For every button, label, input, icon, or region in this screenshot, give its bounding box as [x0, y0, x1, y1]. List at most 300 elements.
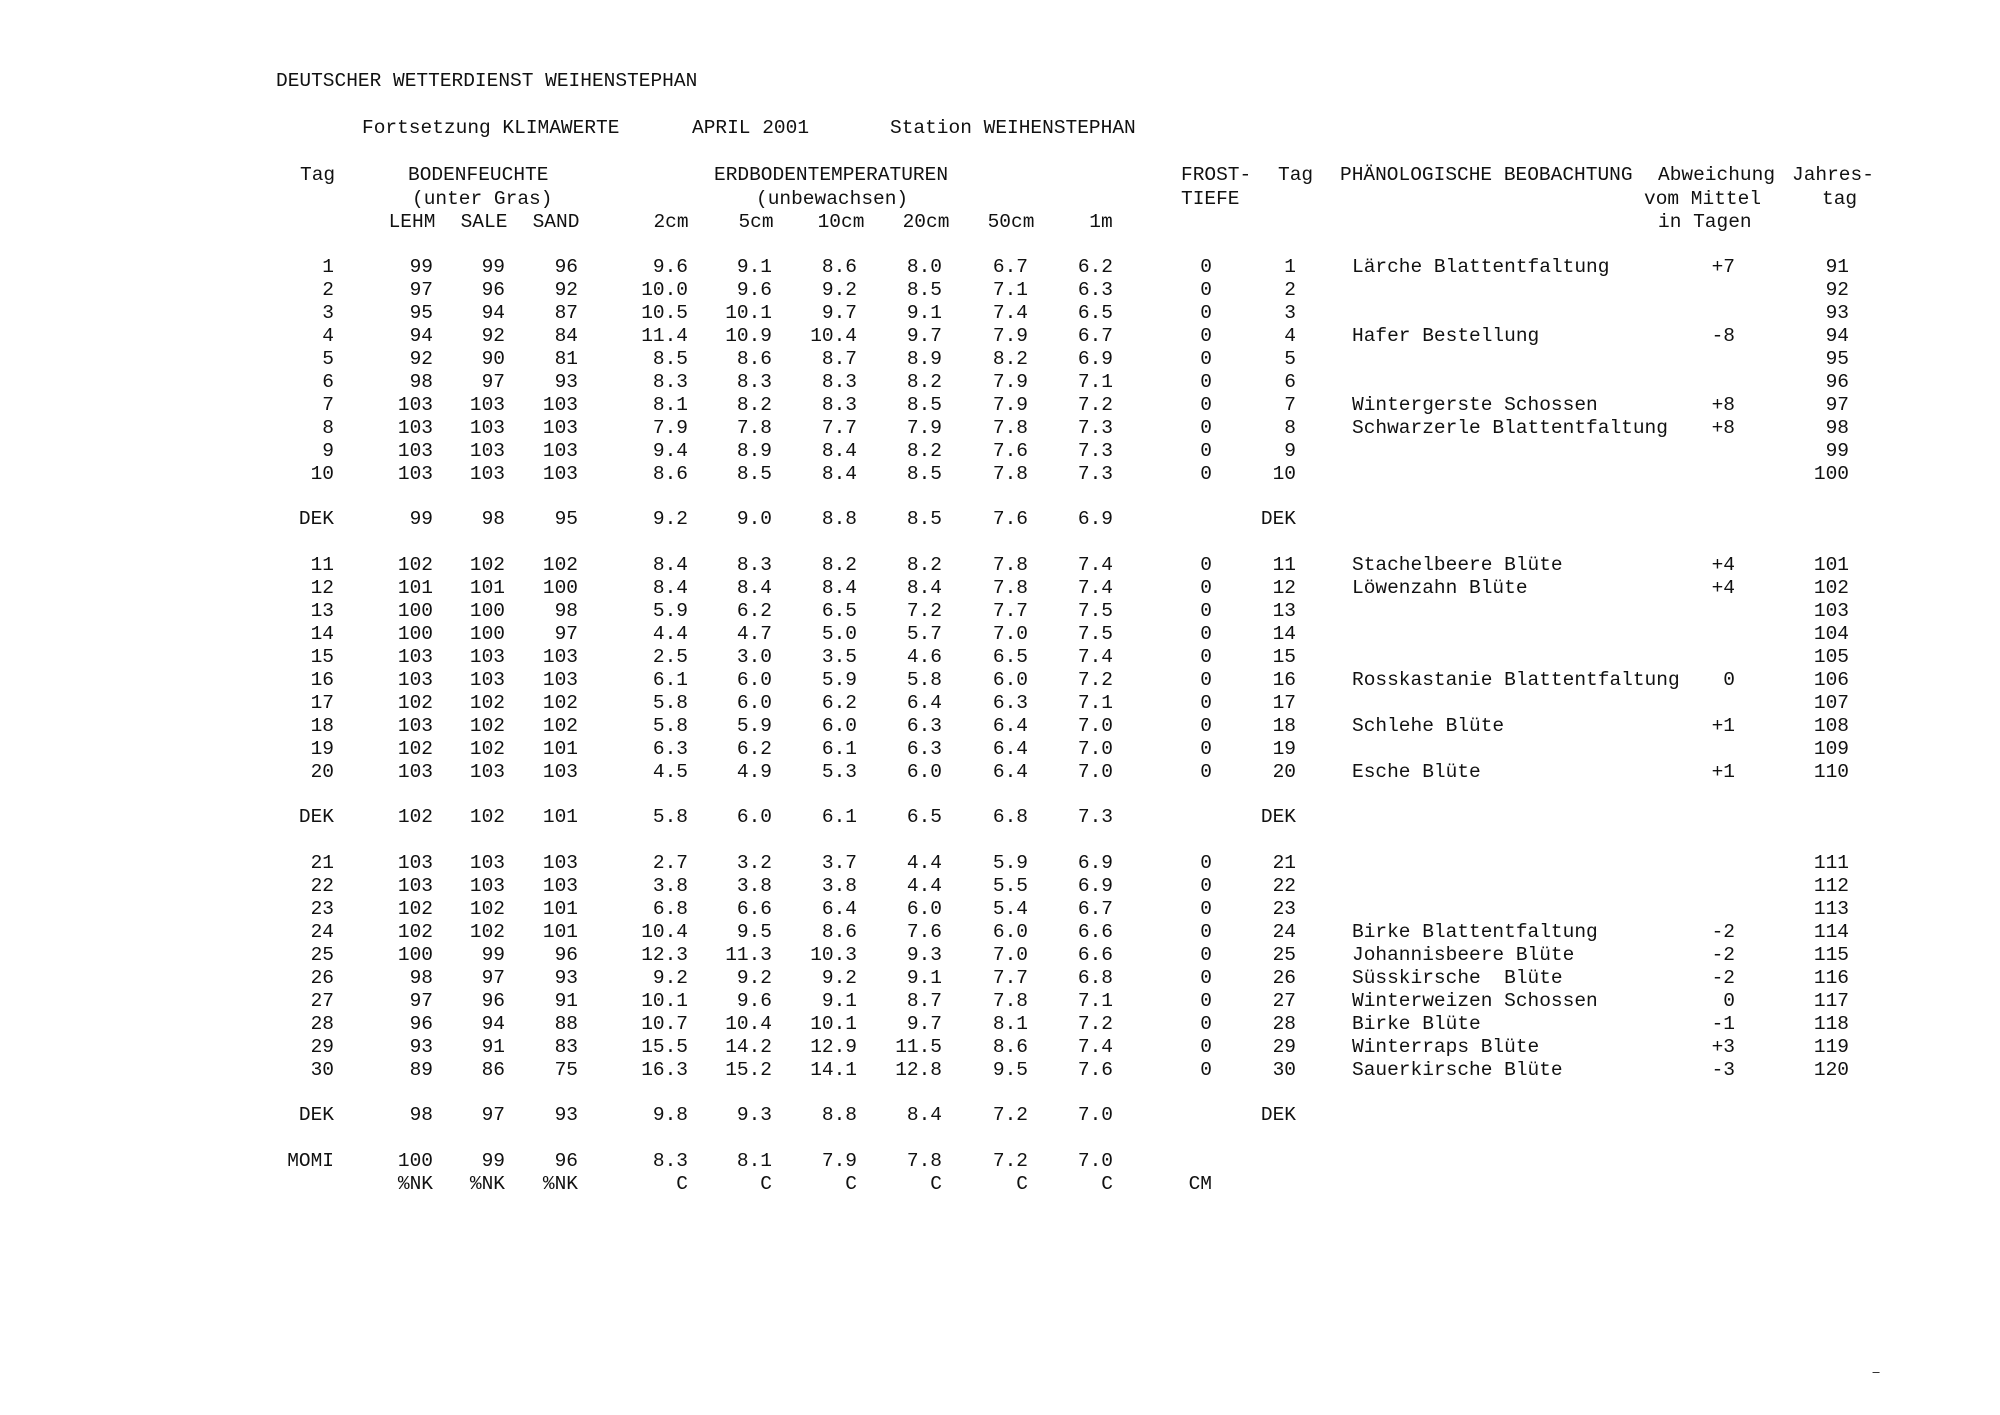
cell-t2: 5.8 [652, 692, 688, 714]
cell-sand: 102 [542, 554, 578, 576]
cell-t5: 3.2 [736, 852, 772, 874]
cell-t50: 7.6 [992, 508, 1028, 530]
cell-t2: 7.9 [652, 417, 688, 439]
cell-t50: 9.5 [992, 1059, 1028, 1081]
cell-sale: 102 [469, 738, 505, 760]
cell-lehm: 93 [409, 1036, 433, 1058]
cell-t50: 7.9 [992, 394, 1028, 416]
cell-doy: 108 [1813, 715, 1849, 737]
cell-day2: 30 [1272, 1059, 1296, 1081]
cell-day: 14 [310, 623, 334, 645]
cell-observation: Lärche Blattentfaltung [1352, 256, 1610, 278]
cell-dev: -2 [1711, 967, 1735, 989]
cell-sand: 87 [554, 302, 578, 324]
cell-t10: 8.4 [821, 440, 857, 462]
cell-sale: 102 [469, 898, 505, 920]
cell-day: 21 [310, 852, 334, 874]
cell-lehm: %NK [397, 1173, 433, 1195]
cell-t2: 5.9 [652, 600, 688, 622]
cell-t10: 8.2 [821, 554, 857, 576]
cell-frost: 0 [1200, 394, 1212, 416]
cell-dev: -3 [1711, 1059, 1735, 1081]
cell-t50: C [1016, 1173, 1028, 1195]
cell-doy: 111 [1813, 852, 1849, 874]
cell-day: 16 [310, 669, 334, 691]
cell-t100: 7.0 [1077, 738, 1113, 760]
header-abweichung-3: in Tagen [1658, 211, 1752, 233]
cell-day2: 3 [1284, 302, 1296, 324]
cell-day2: 27 [1272, 990, 1296, 1012]
cell-day: 24 [310, 921, 334, 943]
cell-frost: 0 [1200, 463, 1212, 485]
cell-t20: 7.2 [906, 600, 942, 622]
cell-t50: 7.6 [992, 440, 1028, 462]
cell-lehm: 103 [397, 394, 433, 416]
cell-sale: 102 [469, 692, 505, 714]
cell-t20: 9.1 [906, 302, 942, 324]
cell-t10: 9.2 [821, 967, 857, 989]
cell-sale: 103 [469, 440, 505, 462]
cell-doy: 104 [1813, 623, 1849, 645]
cell-sand: 103 [542, 852, 578, 874]
cell-day: 11 [310, 554, 334, 576]
cell-t5: 11.3 [725, 944, 772, 966]
cell-t10: 14.1 [810, 1059, 857, 1081]
cell-sale: 91 [481, 1036, 505, 1058]
cell-sand: 93 [554, 967, 578, 989]
cell-t2: 2.7 [652, 852, 688, 874]
cell-t10: 7.7 [821, 417, 857, 439]
cell-t50: 7.7 [992, 600, 1028, 622]
cell-t5: 7.8 [736, 417, 772, 439]
cell-lehm: 102 [397, 921, 433, 943]
cell-t2: 9.6 [652, 256, 688, 278]
cell-sale: 103 [469, 646, 505, 668]
cell-dev: -1 [1711, 1013, 1735, 1035]
cell-t50: 6.5 [992, 646, 1028, 668]
cell-day: 2 [322, 279, 334, 301]
cell-sale: 103 [469, 394, 505, 416]
cell-t2: 6.8 [652, 898, 688, 920]
cell-t5: 4.7 [736, 623, 772, 645]
cell-day: 6 [322, 371, 334, 393]
cell-sale: 102 [469, 921, 505, 943]
cell-dev: -2 [1711, 921, 1735, 943]
cell-t20: 8.4 [906, 1104, 942, 1126]
cell-frost: 0 [1200, 692, 1212, 714]
cell-sand: 75 [554, 1059, 578, 1081]
cell-day: DEK [298, 806, 334, 828]
cell-lehm: 103 [397, 463, 433, 485]
cell-lehm: 99 [409, 508, 433, 530]
cell-lehm: 103 [397, 715, 433, 737]
cell-t20: 5.7 [906, 623, 942, 645]
cell-t5: 9.2 [736, 967, 772, 989]
cell-sale: 99 [481, 256, 505, 278]
header-bodenfeuchte: BODENFEUCHTE [408, 164, 549, 186]
cell-day2: 12 [1272, 577, 1296, 599]
cell-t10: 9.2 [821, 279, 857, 301]
cell-lehm: 103 [397, 440, 433, 462]
cell-observation: Birke Blüte [1352, 1013, 1481, 1035]
cell-sand: 93 [554, 371, 578, 393]
cell-t5: C [760, 1173, 772, 1195]
cell-day2: DEK [1260, 508, 1296, 530]
cell-sand: 103 [542, 669, 578, 691]
cell-t20: 8.5 [906, 508, 942, 530]
cell-lehm: 99 [409, 256, 433, 278]
cell-t5: 6.0 [736, 669, 772, 691]
cell-lehm: 102 [397, 806, 433, 828]
cell-sand: 93 [554, 1104, 578, 1126]
cell-t50: 7.0 [992, 623, 1028, 645]
cell-frost: 0 [1200, 600, 1212, 622]
cell-doy: 102 [1813, 577, 1849, 599]
report-title: DEUTSCHER WETTERDIENST WEIHENSTEPHAN [276, 70, 698, 92]
cell-t50: 7.1 [992, 279, 1028, 301]
cell-sand: 101 [542, 738, 578, 760]
cell-frost: 0 [1200, 279, 1212, 301]
cell-frost: 0 [1200, 371, 1212, 393]
cell-day2: 2 [1284, 279, 1296, 301]
cell-t100: 7.1 [1077, 692, 1113, 714]
cell-t20: 4.6 [906, 646, 942, 668]
cell-t100: 6.8 [1077, 967, 1113, 989]
cell-t2: 8.4 [652, 577, 688, 599]
cell-t20: 8.7 [906, 990, 942, 1012]
cell-day2: 11 [1272, 554, 1296, 576]
header-frost-2: TIEFE [1181, 188, 1240, 210]
cell-t10: 3.8 [821, 875, 857, 897]
cell-doy: 119 [1813, 1036, 1849, 1058]
cell-t20: 7.6 [906, 921, 942, 943]
cell-t2: 10.4 [641, 921, 688, 943]
cell-t50: 7.9 [992, 371, 1028, 393]
cell-doy: 116 [1813, 967, 1849, 989]
cell-sand: %NK [542, 1173, 578, 1195]
cell-sale: 98 [481, 508, 505, 530]
cell-t20: 7.8 [906, 1150, 942, 1172]
cell-t20: 8.2 [906, 371, 942, 393]
cell-day: 10 [310, 463, 334, 485]
cell-lehm: 96 [409, 1013, 433, 1035]
cell-dev: +8 [1711, 417, 1735, 439]
cell-t50: 7.2 [992, 1104, 1028, 1126]
cell-lehm: 103 [397, 669, 433, 691]
cell-t5: 4.9 [736, 761, 772, 783]
cell-day: 28 [310, 1013, 334, 1035]
cell-lehm: 100 [397, 600, 433, 622]
cell-t10: 10.4 [810, 325, 857, 347]
cell-t100: 7.2 [1077, 1013, 1113, 1035]
cell-sale: 86 [481, 1059, 505, 1081]
cell-sand: 91 [554, 990, 578, 1012]
header-5cm: 5cm [738, 211, 774, 233]
cell-t50: 8.6 [992, 1036, 1028, 1058]
cell-t10: 10.3 [810, 944, 857, 966]
cell-lehm: 100 [397, 944, 433, 966]
cell-frost: 0 [1200, 302, 1212, 324]
cell-day: 9 [322, 440, 334, 462]
cell-doy: 120 [1813, 1059, 1849, 1081]
cell-day2: 16 [1272, 669, 1296, 691]
cell-t2: 5.8 [652, 715, 688, 737]
cell-frost: 0 [1200, 715, 1212, 737]
cell-t50: 7.8 [992, 990, 1028, 1012]
cell-day2: 20 [1272, 761, 1296, 783]
cell-frost: 0 [1200, 669, 1212, 691]
cell-sale: 96 [481, 279, 505, 301]
cell-t10: 7.9 [821, 1150, 857, 1172]
cell-t50: 6.3 [992, 692, 1028, 714]
cell-day: 1 [322, 256, 334, 278]
cell-sand: 98 [554, 600, 578, 622]
cell-day2: 17 [1272, 692, 1296, 714]
cell-day2: 21 [1272, 852, 1296, 874]
cell-day2: 25 [1272, 944, 1296, 966]
cell-observation: Rosskastanie Blattentfaltung [1352, 669, 1680, 691]
cell-sale: 103 [469, 761, 505, 783]
cell-sand: 101 [542, 921, 578, 943]
cell-doy: 91 [1825, 256, 1849, 278]
cell-day: 17 [310, 692, 334, 714]
cell-doy: 99 [1825, 440, 1849, 462]
cell-observation: Winterweizen Schossen [1352, 990, 1598, 1012]
cell-t100: 7.4 [1077, 554, 1113, 576]
cell-t100: 7.3 [1077, 417, 1113, 439]
cell-t100: 6.3 [1077, 279, 1113, 301]
cell-t5: 3.8 [736, 875, 772, 897]
cell-t20: 6.0 [906, 898, 942, 920]
cell-observation: Süsskirsche Blüte [1352, 967, 1563, 989]
cell-day2: 23 [1272, 898, 1296, 920]
cell-t5: 8.1 [736, 1150, 772, 1172]
cell-frost: CM [1188, 1173, 1212, 1195]
cell-t100: 6.9 [1077, 348, 1113, 370]
cell-t5: 6.0 [736, 692, 772, 714]
cell-t50: 6.0 [992, 921, 1028, 943]
cell-observation: Winterraps Blüte [1352, 1036, 1540, 1058]
cell-frost: 0 [1200, 256, 1212, 278]
cell-lehm: 103 [397, 646, 433, 668]
cell-sale: 97 [481, 371, 505, 393]
cell-t20: 8.5 [906, 279, 942, 301]
cell-day2: 5 [1284, 348, 1296, 370]
cell-sand: 101 [542, 806, 578, 828]
cell-doy: 112 [1813, 875, 1849, 897]
cell-t10: 8.6 [821, 921, 857, 943]
cell-day2: 1 [1284, 256, 1296, 278]
cell-t50: 6.4 [992, 761, 1028, 783]
cell-t20: 4.4 [906, 852, 942, 874]
cell-sale: 103 [469, 463, 505, 485]
header-abweichung-1: Abweichung [1658, 164, 1776, 186]
cell-t2: 5.8 [652, 806, 688, 828]
cell-t20: 9.7 [906, 325, 942, 347]
cell-t20: 9.7 [906, 1013, 942, 1035]
cell-doy: 96 [1825, 371, 1849, 393]
cell-doy: 113 [1813, 898, 1849, 920]
cell-lehm: 103 [397, 875, 433, 897]
cell-t2: 8.3 [652, 1150, 688, 1172]
cell-doy: 106 [1813, 669, 1849, 691]
cell-t50: 7.8 [992, 463, 1028, 485]
cell-t100: 7.0 [1077, 761, 1113, 783]
cell-t20: 6.3 [906, 715, 942, 737]
cell-t50: 7.7 [992, 967, 1028, 989]
cell-lehm: 102 [397, 898, 433, 920]
cell-lehm: 97 [409, 279, 433, 301]
cell-t5: 15.2 [725, 1059, 772, 1081]
cell-lehm: 97 [409, 990, 433, 1012]
cell-frost: 0 [1200, 623, 1212, 645]
cell-t10: 8.4 [821, 463, 857, 485]
cell-t100: 7.0 [1077, 1150, 1113, 1172]
cell-t5: 8.3 [736, 554, 772, 576]
cell-sale: 99 [481, 1150, 505, 1172]
header-jahrestag-2: tag [1822, 188, 1858, 210]
cell-doy: 98 [1825, 417, 1849, 439]
cell-frost: 0 [1200, 761, 1212, 783]
cell-t20: 8.2 [906, 440, 942, 462]
cell-t20: 9.1 [906, 967, 942, 989]
cell-day2: 28 [1272, 1013, 1296, 1035]
cell-t5: 5.9 [736, 715, 772, 737]
cell-t20: 6.5 [906, 806, 942, 828]
cell-sale: 102 [469, 715, 505, 737]
cell-lehm: 98 [409, 967, 433, 989]
cell-t2: 8.3 [652, 371, 688, 393]
cell-t20: 7.9 [906, 417, 942, 439]
cell-doy: 110 [1813, 761, 1849, 783]
cell-day: 25 [310, 944, 334, 966]
header-phaenologie: PHÄNOLOGISCHE BEOBACHTUNG [1340, 164, 1633, 186]
cell-t2: 8.1 [652, 394, 688, 416]
cell-doy: 103 [1813, 600, 1849, 622]
cell-t100: 7.4 [1077, 646, 1113, 668]
cell-t100: 6.7 [1077, 898, 1113, 920]
cell-t10: 8.8 [821, 1104, 857, 1126]
cell-sand: 96 [554, 944, 578, 966]
header-2cm: 2cm [653, 211, 689, 233]
cell-lehm: 95 [409, 302, 433, 324]
cell-sand: 83 [554, 1036, 578, 1058]
cell-t5: 14.2 [725, 1036, 772, 1058]
cell-sand: 103 [542, 463, 578, 485]
cell-t20: 6.0 [906, 761, 942, 783]
cell-t100: 7.4 [1077, 1036, 1113, 1058]
cell-sale: 102 [469, 806, 505, 828]
cell-t10: 9.1 [821, 990, 857, 1012]
cell-t10: 12.9 [810, 1036, 857, 1058]
header-10cm: 10cm [817, 211, 865, 233]
cell-t20: 5.8 [906, 669, 942, 691]
cell-day: 20 [310, 761, 334, 783]
cell-observation: Birke Blattentfaltung [1352, 921, 1598, 943]
cell-day: 8 [322, 417, 334, 439]
cell-t2: 15.5 [641, 1036, 688, 1058]
cell-sale: 97 [481, 1104, 505, 1126]
cell-day: 26 [310, 967, 334, 989]
cell-t2: 10.0 [641, 279, 688, 301]
cell-doy: 93 [1825, 302, 1849, 324]
cell-day2: 8 [1284, 417, 1296, 439]
cell-t50: 7.9 [992, 325, 1028, 347]
cell-t5: 8.6 [736, 348, 772, 370]
cell-t5: 6.6 [736, 898, 772, 920]
header-1m: 1m [1089, 211, 1113, 233]
cell-t5: 6.2 [736, 600, 772, 622]
cell-sand: 92 [554, 279, 578, 301]
cell-t10: 5.3 [821, 761, 857, 783]
cell-t10: 6.2 [821, 692, 857, 714]
cell-sale: 103 [469, 417, 505, 439]
cell-observation: Sauerkirsche Blüte [1352, 1059, 1563, 1081]
cell-t5: 6.2 [736, 738, 772, 760]
cell-t100: 7.3 [1077, 440, 1113, 462]
cell-lehm: 92 [409, 348, 433, 370]
cell-t20: C [930, 1173, 942, 1195]
cell-t2: 9.2 [652, 967, 688, 989]
cell-day: 29 [310, 1036, 334, 1058]
cell-t50: 7.2 [992, 1150, 1028, 1172]
cell-t20: 6.3 [906, 738, 942, 760]
cell-sand: 84 [554, 325, 578, 347]
cell-t50: 6.7 [992, 256, 1028, 278]
cell-t2: 12.3 [641, 944, 688, 966]
cell-day: 4 [322, 325, 334, 347]
cell-dev: -2 [1711, 944, 1735, 966]
cell-sale: 92 [481, 325, 505, 347]
cell-doy: 107 [1813, 692, 1849, 714]
cell-frost: 0 [1200, 440, 1212, 462]
cell-t5: 8.9 [736, 440, 772, 462]
cell-t10: 8.3 [821, 371, 857, 393]
cell-sale: 100 [469, 623, 505, 645]
cell-t10: 6.4 [821, 898, 857, 920]
cell-t2: 4.5 [652, 761, 688, 783]
cell-t5: 10.1 [725, 302, 772, 324]
cell-t2: 2.5 [652, 646, 688, 668]
cell-day: 13 [310, 600, 334, 622]
header-abweichung-2: vom Mittel [1644, 188, 1762, 210]
cell-frost: 0 [1200, 875, 1212, 897]
cell-observation: Löwenzahn Blüte [1352, 577, 1528, 599]
cell-sand: 96 [554, 1150, 578, 1172]
cell-frost: 0 [1200, 1013, 1212, 1035]
cell-doy: 118 [1813, 1013, 1849, 1035]
cell-day2: 4 [1284, 325, 1296, 347]
cell-t2: 16.3 [641, 1059, 688, 1081]
page-mark [1871, 1372, 1879, 1376]
cell-observation: Schlehe Blüte [1352, 715, 1505, 737]
cell-sand: 81 [554, 348, 578, 370]
cell-t10: 10.1 [810, 1013, 857, 1035]
cell-t50: 8.1 [992, 1013, 1028, 1035]
cell-sand: 103 [542, 761, 578, 783]
cell-dev: +1 [1711, 715, 1735, 737]
cell-t5: 9.0 [736, 508, 772, 530]
cell-frost: 0 [1200, 325, 1212, 347]
cell-t10: C [845, 1173, 857, 1195]
report-month: APRIL 2001 [692, 117, 810, 139]
cell-day2: 9 [1284, 440, 1296, 462]
cell-lehm: 98 [409, 1104, 433, 1126]
cell-day: 15 [310, 646, 334, 668]
cell-sale: %NK [469, 1173, 505, 1195]
report-station: Station WEIHENSTEPHAN [890, 117, 1136, 139]
cell-t5: 8.5 [736, 463, 772, 485]
